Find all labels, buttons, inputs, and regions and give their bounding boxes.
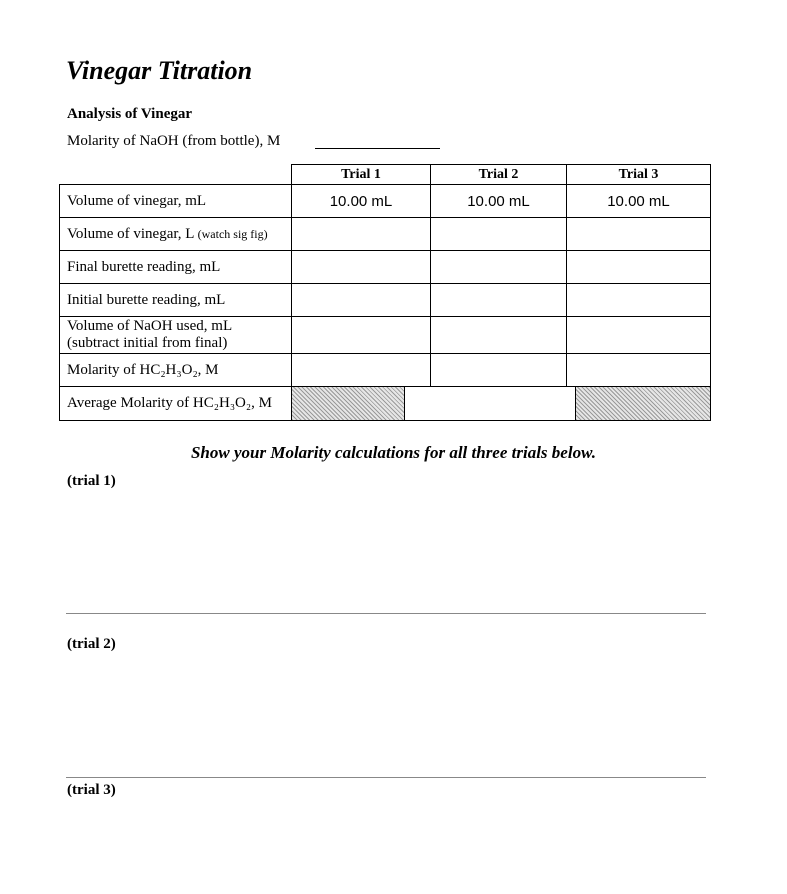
cell-molarity-trial-3[interactable] <box>567 354 711 387</box>
row-label-vol-vinegar-l <box>60 218 292 251</box>
header-trial-1: Trial 1 <box>292 165 431 185</box>
calculation-instruction: Show your Molarity calculations for all three trials below. <box>190 443 597 462</box>
table-row <box>60 185 711 218</box>
naoh-molarity-blank[interactable] <box>315 148 440 149</box>
table-row <box>60 251 711 284</box>
cell-vol-vinegar-ml-trial-2[interactable]: 10.00 mL <box>431 185 567 218</box>
trial-3-label: (trial 3) <box>67 782 116 798</box>
table-row <box>60 354 711 387</box>
cell-vol-naoh-trial-2[interactable] <box>431 317 567 354</box>
table-row <box>60 317 711 354</box>
cell-final-reading-trial-2[interactable] <box>431 251 567 284</box>
row-label-vol-vinegar-ml: Volume of vinegar, mL <box>60 185 292 218</box>
row-label-vol-naoh <box>60 317 292 354</box>
header-blank <box>60 165 292 185</box>
cell-avg-molarity[interactable] <box>405 387 576 420</box>
header-trial-3: Trial 3 <box>567 165 711 185</box>
cell-molarity-trial-1[interactable] <box>292 354 431 387</box>
header-trial-2: Trial 2 <box>431 165 567 185</box>
trial-1-label: (trial 1) <box>67 473 116 489</box>
row-label-initial-reading: Initial burette reading, mL <box>60 284 292 317</box>
section-subtitle: Analysis of Vinegar <box>67 106 193 122</box>
page-title: Vinegar Titration <box>66 56 253 85</box>
titration-data-table <box>59 164 711 421</box>
row-label-note: (subtract initial from final) <box>67 335 228 351</box>
row-label-text: Volume of vinegar, L <box>67 225 194 242</box>
cell-final-reading-trial-1[interactable] <box>292 251 431 284</box>
cell-initial-reading-trial-3[interactable] <box>567 284 711 317</box>
cell-vol-naoh-trial-3[interactable] <box>567 317 711 354</box>
cell-initial-reading-trial-1[interactable] <box>292 284 431 317</box>
cell-initial-reading-trial-2[interactable] <box>431 284 567 317</box>
divider-line <box>66 613 706 614</box>
cell-molarity-trial-2[interactable] <box>431 354 567 387</box>
row-label-avg-molarity: Average Molarity of HC₂H₃O₂, M <box>60 387 292 421</box>
row-label-text: Volume of NaOH used, mL <box>67 318 233 334</box>
table-row <box>60 218 711 251</box>
divider-line <box>66 777 706 778</box>
row-label-molarity: Molarity of HC₂H₃O₂, M <box>60 354 292 387</box>
trial-2-label: (trial 2) <box>67 636 116 652</box>
cell-vol-vinegar-l-trial-1[interactable] <box>292 218 431 251</box>
cell-vol-vinegar-ml-trial-1[interactable]: 10.00 mL <box>292 185 431 218</box>
cell-final-reading-trial-3[interactable] <box>567 251 711 284</box>
row-label-note: (watch sig fig) <box>197 226 268 241</box>
table-row <box>60 387 711 421</box>
row-label-final-reading: Final burette reading, mL <box>60 251 292 284</box>
cell-vol-naoh-trial-1[interactable] <box>292 317 431 354</box>
cell-vol-vinegar-l-trial-2[interactable] <box>431 218 567 251</box>
avg-molarity-cells <box>292 387 711 421</box>
avg-shaded-left <box>292 387 405 420</box>
naoh-molarity-label: Molarity of NaOH (from bottle), M <box>67 133 281 149</box>
cell-vol-vinegar-ml-trial-3[interactable]: 10.00 mL <box>567 185 711 218</box>
avg-shaded-right <box>576 387 710 420</box>
table-row <box>60 284 711 317</box>
cell-vol-vinegar-l-trial-3[interactable] <box>567 218 711 251</box>
